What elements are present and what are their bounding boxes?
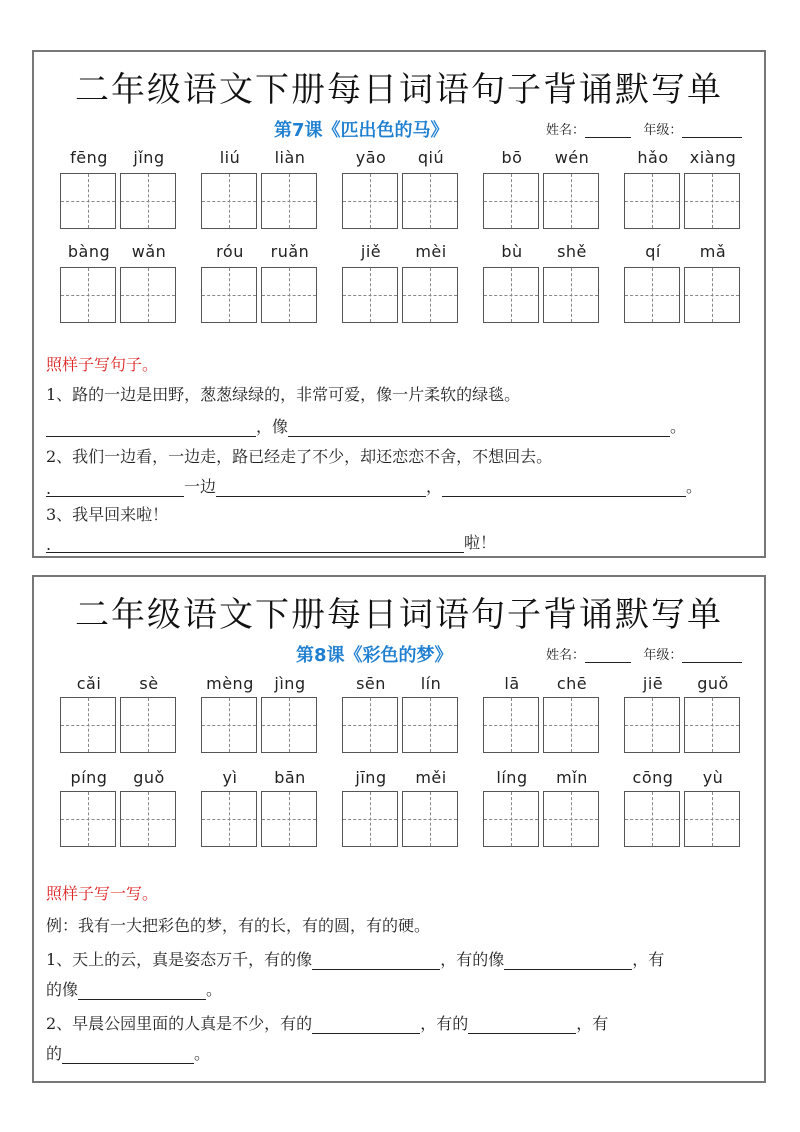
- writing-cell[interactable]: [342, 791, 398, 847]
- pinyin: bō: [501, 148, 523, 167]
- exercise-text: ，有的像: [440, 950, 505, 969]
- writing-cell[interactable]: [543, 791, 599, 847]
- answer-line-2: [46, 474, 702, 497]
- example-sentence-3: 3、我早回来啦！: [46, 505, 169, 524]
- pinyin: mèi: [415, 242, 447, 261]
- pinyin: liú: [219, 148, 241, 167]
- pinyin: píng: [70, 768, 108, 787]
- answer-blank[interactable]: [288, 419, 670, 437]
- writing-cell[interactable]: [684, 791, 740, 847]
- pinyin: yì: [222, 768, 238, 787]
- pinyin: shě: [557, 242, 587, 261]
- pinyin: ruǎn: [270, 242, 310, 261]
- name-field[interactable]: [585, 124, 631, 138]
- writing-cell[interactable]: [261, 697, 317, 753]
- writing-cell[interactable]: [543, 267, 599, 323]
- pinyin-row: [60, 148, 750, 170]
- pinyin: lā: [504, 674, 520, 693]
- answer-blank[interactable]: [46, 419, 256, 437]
- pinyin: qí: [645, 242, 661, 261]
- exercise-text: 的像: [46, 980, 79, 999]
- writing-cell[interactable]: [60, 697, 116, 753]
- answer-blank[interactable]: [312, 952, 440, 970]
- example-sentence-1: 1、路的一边是田野，葱葱绿绿的，非常可爱，像一片柔软的绿毯。: [46, 385, 521, 404]
- writing-cell[interactable]: [483, 791, 539, 847]
- pinyin: liàn: [274, 148, 306, 167]
- worksheet-title: 二年级语文下册每日词语句子背诵默写单: [75, 70, 723, 110]
- answer-blank[interactable]: [504, 952, 632, 970]
- writing-cell[interactable]: [342, 173, 398, 229]
- writing-cell[interactable]: [201, 267, 257, 323]
- writing-cell[interactable]: [201, 173, 257, 229]
- writing-cell[interactable]: [402, 697, 458, 753]
- writing-cell[interactable]: [483, 267, 539, 323]
- answer-blank[interactable]: [46, 535, 464, 553]
- student-info: [546, 644, 742, 663]
- lesson-title: 第8课《彩色的梦》: [296, 645, 453, 666]
- writing-cell[interactable]: [483, 173, 539, 229]
- pinyin: wén: [554, 148, 590, 167]
- grade-field[interactable]: [682, 124, 742, 138]
- writing-cell[interactable]: [624, 267, 680, 323]
- writing-cell[interactable]: [120, 791, 176, 847]
- writing-cell[interactable]: [342, 267, 398, 323]
- exercise-line-2-cont: [46, 1041, 210, 1064]
- answer-blank[interactable]: [442, 479, 686, 497]
- writing-cell[interactable]: [543, 697, 599, 753]
- writing-cell[interactable]: [60, 173, 116, 229]
- writing-cell[interactable]: [684, 173, 740, 229]
- pinyin: líng: [496, 768, 528, 787]
- pinyin: jǐng: [133, 148, 165, 167]
- exercise-text: ，有的: [420, 1014, 469, 1033]
- writing-cell[interactable]: [684, 267, 740, 323]
- student-info: [546, 119, 742, 138]
- exercise-text: 1、天上的云，真是姿态万千，有的像: [46, 950, 313, 969]
- section-title: 照样子写一写。: [46, 884, 159, 903]
- writing-cell[interactable]: [120, 267, 176, 323]
- writing-cell[interactable]: [402, 267, 458, 323]
- writing-cell[interactable]: [120, 173, 176, 229]
- pinyin: jiě: [360, 242, 382, 261]
- pinyin: bù: [501, 242, 523, 261]
- writing-cell[interactable]: [261, 173, 317, 229]
- pinyin: chē: [556, 674, 588, 693]
- pinyin-row: [60, 674, 750, 696]
- answer-text: 。: [686, 477, 703, 496]
- writing-cell[interactable]: [201, 697, 257, 753]
- pinyin: mǎ: [699, 242, 727, 261]
- pinyin: jīng: [355, 768, 387, 787]
- worksheet-title: 二年级语文下册每日词语句子背诵默写单: [75, 595, 723, 635]
- writing-grid-row: [60, 173, 750, 231]
- answer-text: 一边: [184, 477, 217, 496]
- writing-cell[interactable]: [543, 173, 599, 229]
- answer-blank[interactable]: [468, 1016, 576, 1034]
- pinyin: qiú: [417, 148, 445, 167]
- worksheet-lesson-7: [32, 50, 766, 558]
- lesson-title: 第7课《匹出色的马》: [274, 120, 449, 141]
- answer-blank[interactable]: [78, 982, 206, 1000]
- name-label: 姓名：: [546, 123, 586, 138]
- writing-cell[interactable]: [624, 697, 680, 753]
- writing-cell[interactable]: [120, 697, 176, 753]
- answer-line-3: [46, 530, 496, 553]
- grade-label: 年级：: [643, 648, 683, 663]
- writing-cell[interactable]: [624, 791, 680, 847]
- exercise-text: 。: [206, 980, 223, 999]
- exercise-line-1-cont: [46, 977, 222, 1000]
- pinyin: fēng: [70, 148, 108, 167]
- pinyin: mǐn: [556, 768, 588, 787]
- writing-cell[interactable]: [60, 267, 116, 323]
- pinyin: yù: [702, 768, 724, 787]
- pinyin: lín: [420, 674, 442, 693]
- grade-label: 年级：: [643, 123, 683, 138]
- name-label: 姓名：: [546, 648, 586, 663]
- pinyin: sè: [139, 674, 159, 693]
- writing-cell[interactable]: [342, 697, 398, 753]
- pinyin: xiàng: [689, 148, 737, 167]
- writing-cell[interactable]: [201, 791, 257, 847]
- example-sentence: 例：我有一大把彩色的梦，有的长，有的圆，有的硬。: [46, 916, 431, 935]
- exercise-line-1: [46, 947, 664, 970]
- pinyin-row: [60, 242, 750, 264]
- answer-blank[interactable]: [62, 1046, 194, 1064]
- exercise-text: 。: [194, 1044, 211, 1063]
- answer-blank[interactable]: [216, 479, 426, 497]
- answer-text: .: [46, 535, 52, 554]
- writing-grid-row: [60, 697, 750, 755]
- exercise-line-2: [46, 1011, 608, 1034]
- writing-cell[interactable]: [60, 791, 116, 847]
- pinyin: jìng: [274, 674, 306, 693]
- answer-text: 。: [670, 417, 687, 436]
- pinyin: jiē: [642, 674, 664, 693]
- section-title: 照样子写句子。: [46, 355, 159, 374]
- writing-cell[interactable]: [624, 173, 680, 229]
- pinyin: bàng: [67, 242, 111, 261]
- pinyin: cǎi: [76, 674, 102, 693]
- writing-cell[interactable]: [483, 697, 539, 753]
- pinyin: sēn: [356, 674, 386, 693]
- answer-text: 啦！: [464, 533, 497, 552]
- answer-text: ，: [426, 477, 443, 496]
- answer-line-1: [46, 414, 686, 437]
- pinyin: yāo: [355, 148, 387, 167]
- pinyin: bān: [274, 768, 306, 787]
- example-sentence-2: 2、我们一边看，一边走，路已经走了不少，却还恋恋不舍，不想回去。: [46, 447, 553, 466]
- name-field[interactable]: [585, 649, 631, 663]
- pinyin: guǒ: [133, 768, 165, 787]
- pinyin: guǒ: [697, 674, 729, 693]
- pinyin-row: [60, 768, 750, 790]
- worksheet-lesson-8: [32, 575, 766, 1083]
- pinyin: cōng: [632, 768, 674, 787]
- writing-cell[interactable]: [261, 267, 317, 323]
- answer-blank[interactable]: [312, 1016, 420, 1034]
- exercise-text: 的: [46, 1044, 63, 1063]
- pinyin: hǎo: [637, 148, 669, 167]
- writing-cell[interactable]: [402, 173, 458, 229]
- pinyin: měi: [415, 768, 447, 787]
- pinyin: wǎn: [131, 242, 167, 261]
- exercise-text: ，有: [632, 950, 665, 969]
- answer-text: ，像: [256, 417, 289, 436]
- grade-field[interactable]: [682, 649, 742, 663]
- exercise-text: 2、早晨公园里面的人真是不少，有的: [46, 1014, 313, 1033]
- writing-grid-row: [60, 267, 750, 325]
- writing-grid-row: [60, 791, 750, 849]
- answer-blank[interactable]: [46, 479, 184, 497]
- writing-cell[interactable]: [261, 791, 317, 847]
- writing-cell[interactable]: [402, 791, 458, 847]
- pinyin: mèng: [206, 674, 254, 693]
- writing-cell[interactable]: [684, 697, 740, 753]
- pinyin: róu: [216, 242, 244, 261]
- answer-text: .: [46, 479, 52, 498]
- exercise-text: ，有: [576, 1014, 609, 1033]
